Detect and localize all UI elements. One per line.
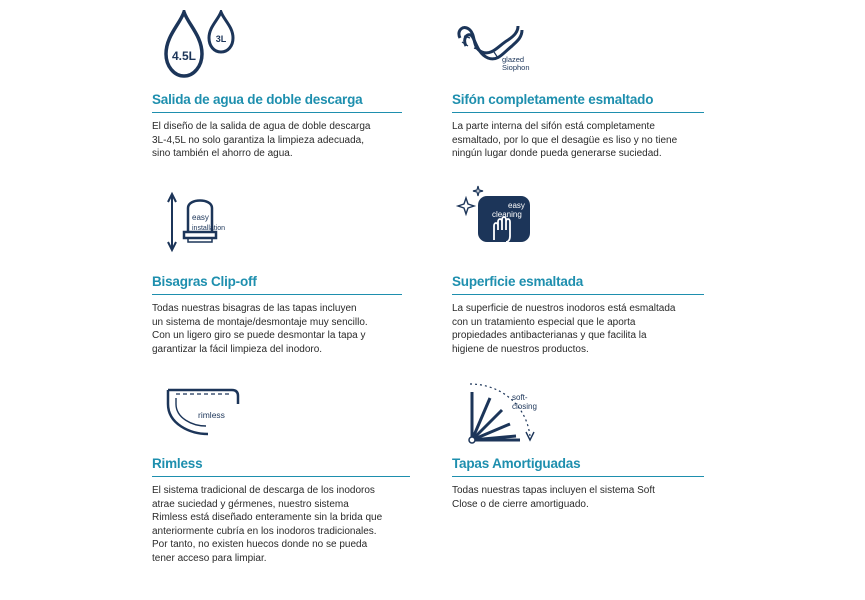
feature-title: Tapas Amortiguadas [452,456,581,471]
siphon-label-glazed: glazed [502,55,525,64]
soft-closing-label-soft: soft- [512,393,528,402]
rimless-label: rimless [198,410,225,420]
description-line: con un tratamiento especial que le aporta [452,316,636,328]
description-line: Por tanto, no existen huecos donde no se pueda [152,539,368,551]
description-line: 3L-4,5L no solo garantiza la limpieza adecuada, [152,134,364,146]
description-line: Con un ligero giro se puede desmontar la tapa y [152,330,366,342]
title-divider [152,294,402,295]
description-line: garantizar la fácil limpieza del inodoro. [152,343,323,355]
description-line: esmaltado, por lo que el desagüe es liso y no tiene [452,134,678,146]
description-line: El diseño de la salida de agua de doble descarga [152,121,371,132]
feature-description [152,120,371,161]
soft-closing-icon [460,378,550,458]
title-divider [152,112,402,113]
feature-description [452,484,655,511]
description-line: La parte interna del sifón está completamente [452,121,655,132]
description-line: propiedades antibacterianas y que facilita la [452,330,647,342]
description-line: anteriormente cubría en los inodoros tradicionales. [152,525,377,537]
feature-description [452,302,675,356]
rimless-icon [160,364,250,440]
description-line: sino también el ahorro de agua. [152,148,293,160]
water-drops-icon [158,10,248,80]
feature-title: Salida de agua de doble descarga [152,92,363,107]
feature-title: Rimless [152,456,203,471]
title-divider [452,112,704,113]
description-line: El sistema tradicional de descarga de los inodoros [152,485,375,496]
description-line: La superficie de nuestros inodoros está esmaltada [452,303,676,314]
cleaning-label-cleaning: cleaning [492,210,522,219]
title-divider [152,476,410,477]
easy-cleaning-icon [452,182,542,252]
easy-installation-icon [160,190,240,258]
installation-label-installation: installation [192,225,226,232]
description-line: higiene de nuestros productos. [452,343,589,355]
title-divider [452,294,704,295]
description-line: ningún lugar donde pueda generarse suciedad. [452,148,662,160]
description-line: Todas nuestras bisagras de las tapas incluyen [152,303,357,314]
feature-description [152,484,382,566]
title-divider [452,476,704,477]
drop-small-label: 3L [215,34,227,44]
description-line: un sistema de montaje/desmontaje muy sencillo. [152,316,368,328]
feature-title: Bisagras Clip-off [152,274,257,289]
description-line: Todas nuestras tapas incluyen el sistema Soft [452,485,655,496]
description-line: Rimless está diseñado enteramente sin la brida que [152,512,383,524]
soft-closing-label-closing: closing [512,402,537,411]
cleaning-label-easy: easy [508,201,525,210]
siphon-label-siphon: Siophon [502,63,530,72]
description-line: tener acceso para limpiar. [152,552,267,564]
feature-description [152,302,368,356]
glazed-siphon-icon [452,18,542,74]
feature-title: Superficie esmaltada [452,274,584,289]
feature-title: Sifón completamente esmaltado [452,92,654,107]
description-line: atrae suciedad y gérmenes, nuestro sistema [152,498,349,510]
description-line: Close o de cierre amortiguado. [452,498,589,510]
drop-large-label: 4.5L [171,49,197,63]
feature-description [452,120,677,161]
installation-label-easy: easy [192,213,209,222]
